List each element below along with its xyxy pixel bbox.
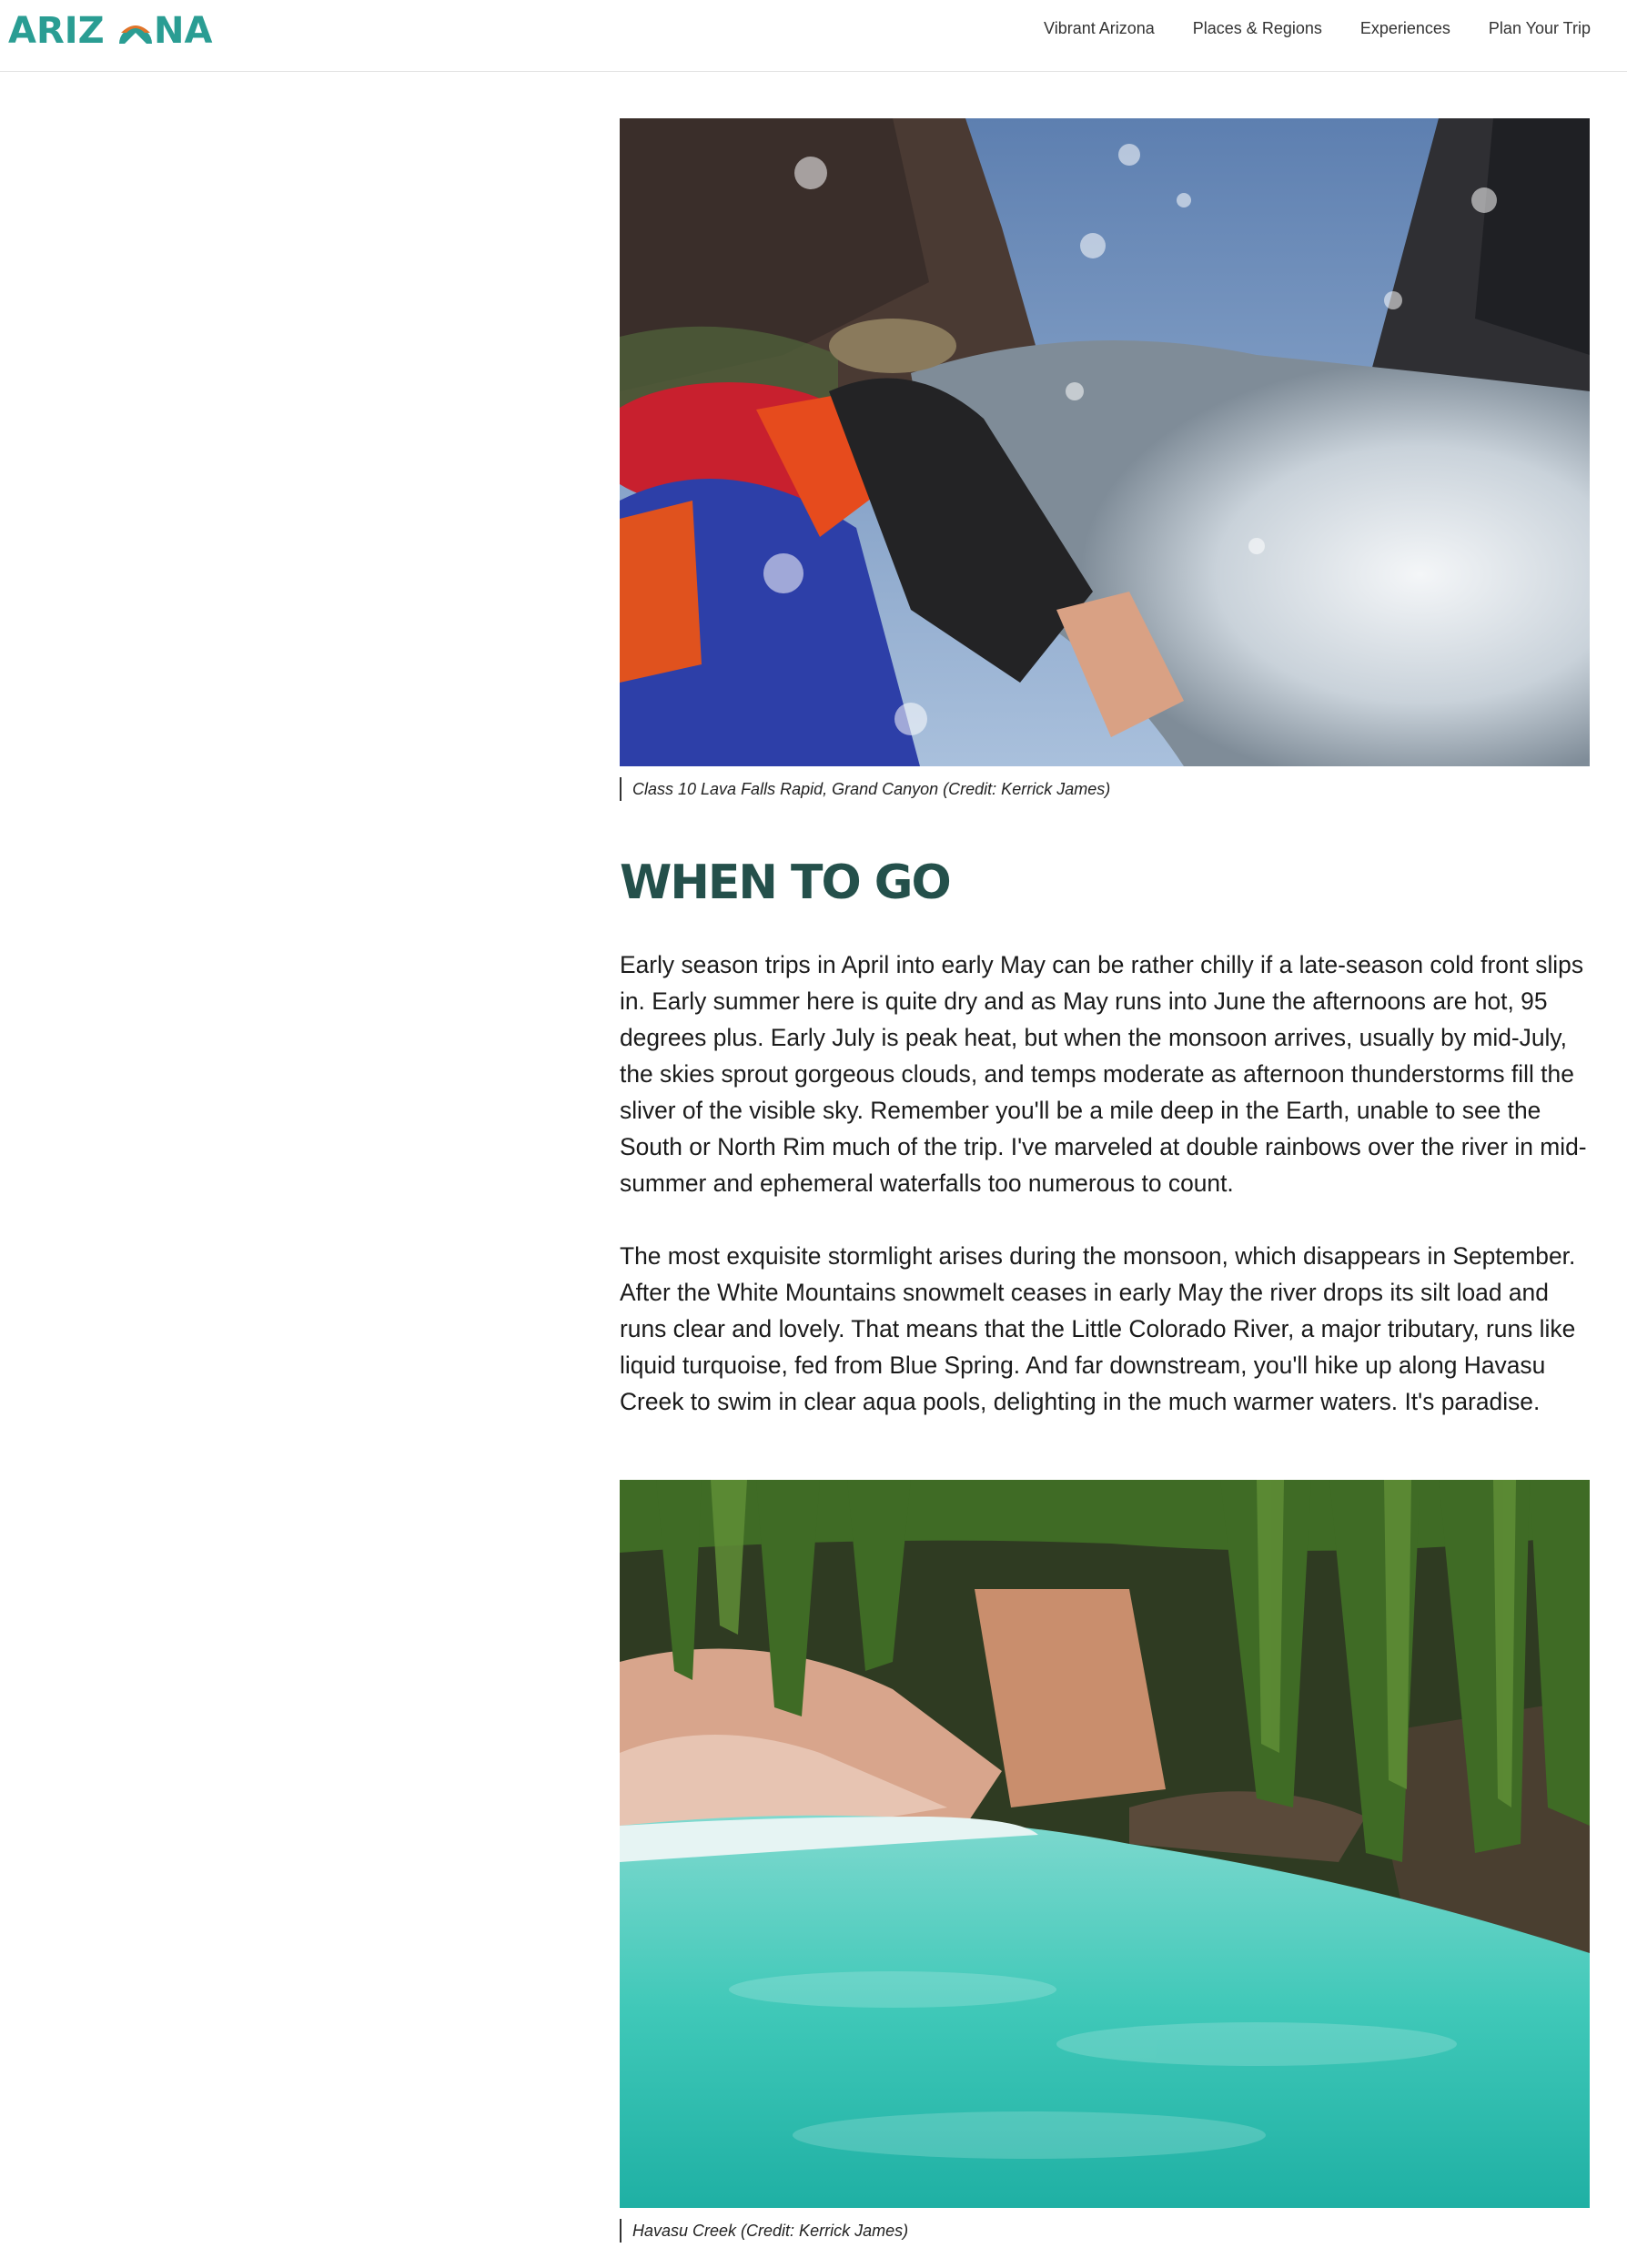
lava-falls-photo [620,118,1590,766]
site-header [0,0,1627,72]
paragraph-2: The most exquisite stormlight arises during the monsoon, which disappears in September. After the White Mountains snowmelt ceases in early May the river drops its silt load and runs clear and lovely. That means that the Little Colorado River, a major tributary, runs like liquid turquoise, fed from Blue Spring. And far downstream, you'll hike up along Havasu Creek to swim in clear aqua pools, delighting in the much warmer waters. It's paradise. [620,1242,1576,1415]
paragraph-1: Early season trips in April into early May can be rather chilly if a late-season cold front slips in. Early summer here is quite dry and as May runs into June the afternoons are hot, 95 degrees plus. Early July is peak heat, but when the monsoon arrives, usually by mid-July, the skies sprout gorgeous clouds, and temps moderate as afternoon thunderstorms fill the sliver of the visible sky. Remember you'll be a mile deep in the Earth, unable to see the South or North Rim much of the trip. I've marveled at double rainbows over the river in mid-summer and ephemeral waterfalls too numerous to count. [620,951,1587,1197]
nav-plan-your-trip[interactable]: Plan Your Trip [1488,18,1591,37]
figure-lava-falls [620,118,1590,801]
arizona-logo-mark [8,11,236,47]
article-content [620,118,1590,2243]
main-nav [1044,0,1591,56]
arizona-logo[interactable] [8,11,236,47]
nav-experiences[interactable]: Experiences [1359,18,1450,37]
figure-caption: Class 10 Lava Falls Rapid, Grand Canyon (Credit: Kerrick James) [620,777,1590,801]
svg-text:ARIZ: ARIZ [8,11,105,47]
section-title-when-to-go: WHEN TO GO [620,856,950,910]
svg-text:NA: NA [154,11,213,47]
figure-havasu-creek [620,1480,1590,2243]
figure-caption: Havasu Creek (Credit: Kerrick James) [620,2219,1590,2243]
havasu-creek-photo [620,1480,1590,2208]
nav-vibrant-arizona[interactable]: Vibrant Arizona [1044,18,1155,37]
nav-places-regions[interactable]: Places & Regions [1192,18,1322,37]
